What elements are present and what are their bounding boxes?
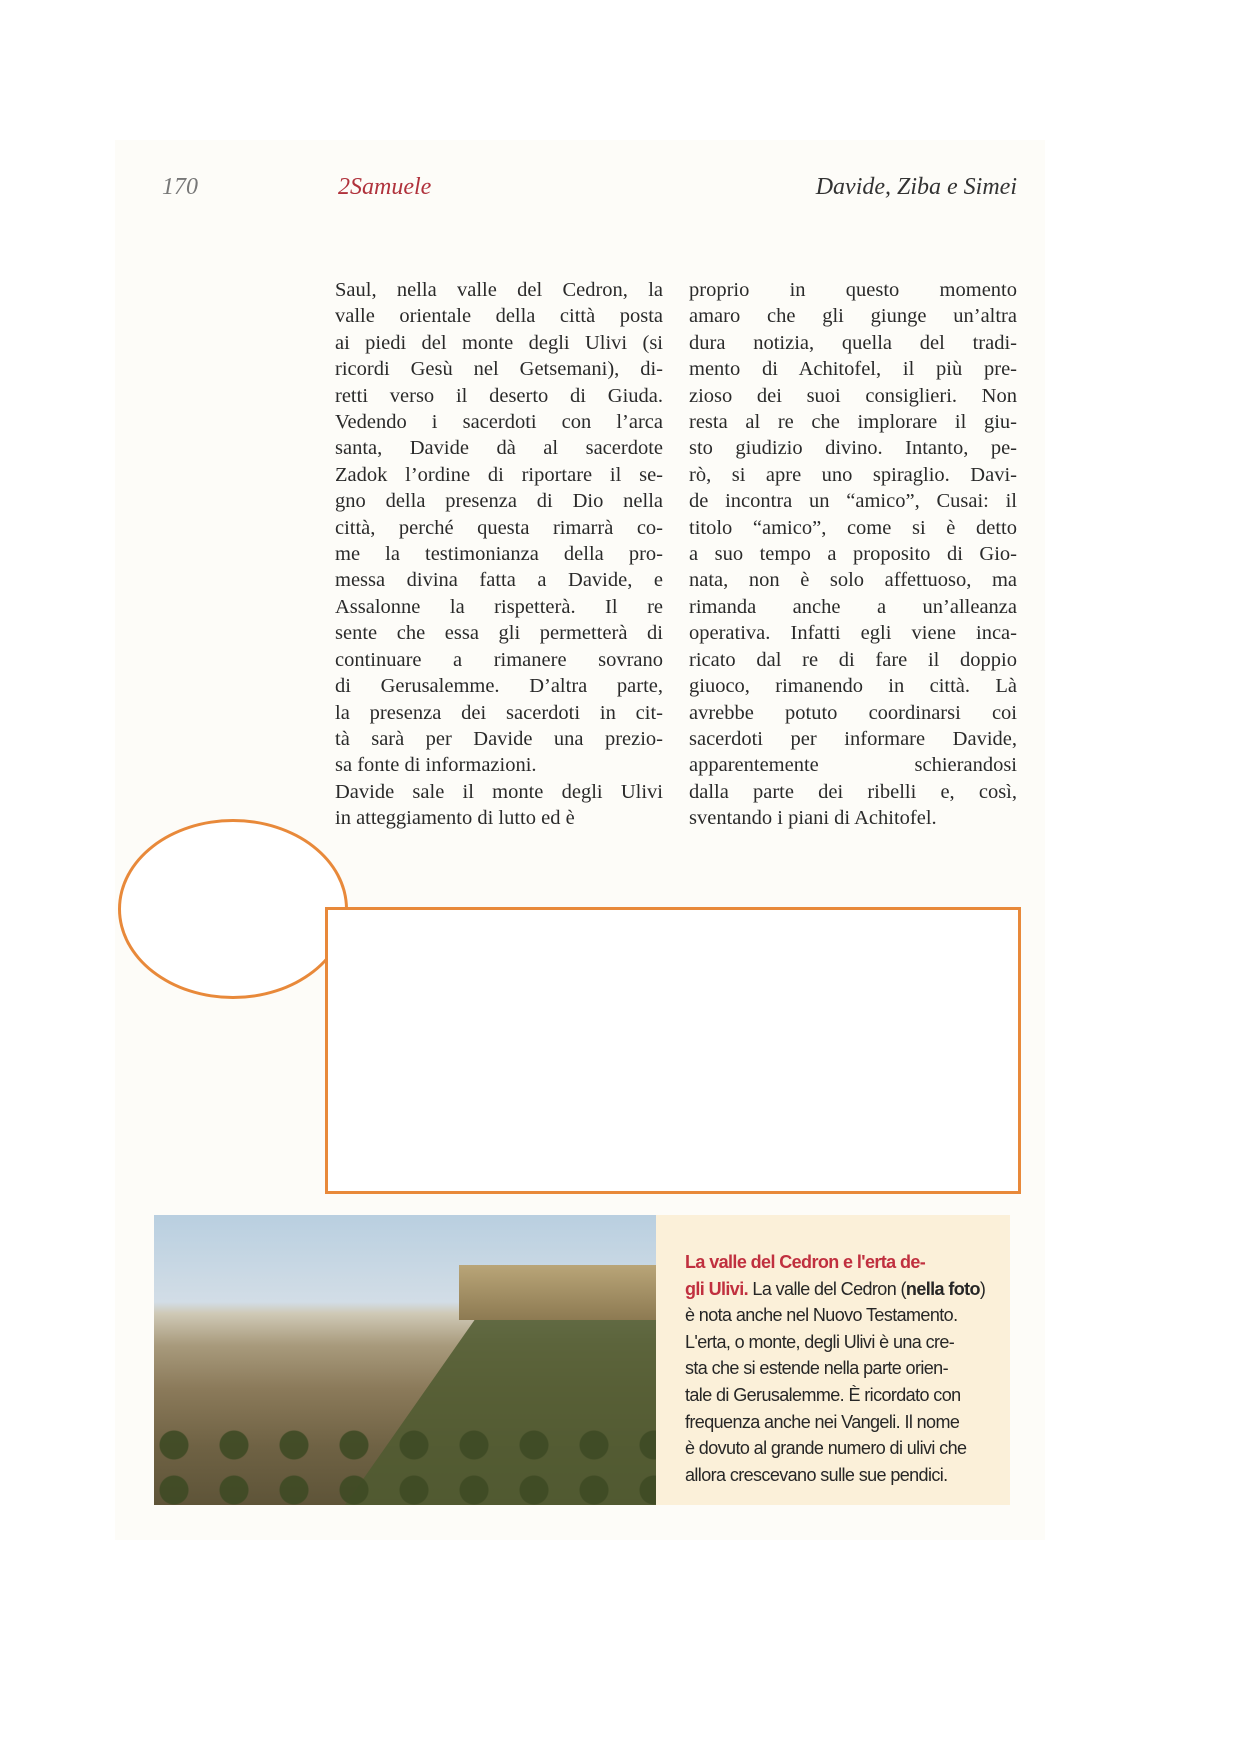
photo-caption (656, 1215, 1010, 1505)
text-line: santa, Davide dà al sacerdote (335, 437, 663, 460)
text-line: nata, non è solo affettuoso, ma (689, 569, 1017, 592)
text-line: gno della presenza di Dio nella (335, 490, 663, 513)
text-line: resta al re che implorare il giu- (689, 411, 1017, 434)
text-column-left (335, 277, 663, 832)
caption-line: tale di Gerusalemme. È ricordato con (685, 1384, 961, 1405)
text-line: rò, si apre uno spiraglio. Davi- (689, 463, 1017, 486)
caption-text: La valle del Cedron ( (748, 1278, 906, 1299)
photo-olive-trees (154, 1415, 656, 1505)
text-line: avrebbe potuto coordinarsi coi (689, 701, 1017, 724)
annotation-rectangle (325, 907, 1021, 1194)
text-line: ai piedi del monte degli Ulivi (si (335, 331, 663, 354)
caption-line: frequenza anche nei Vangeli. Il nome (685, 1411, 960, 1432)
photo-city-wall (459, 1265, 656, 1320)
text-line: Vedendo i sacerdoti con l’arca (335, 411, 663, 434)
text-line: tà sarà per Davide una prezio- (335, 727, 663, 750)
text-line: valle orientale della città posta (335, 305, 663, 328)
text-line: Zadok l’ordine di riportare il se- (335, 463, 663, 486)
text-line: messa divina fatta a Davide, e (335, 569, 663, 592)
text-line: sto giudizio divino. Intanto, pe- (689, 437, 1017, 460)
text-line: dalla parte dei ribelli e, così, (689, 780, 1017, 803)
caption-line: L'erta, o monte, degli Ulivi è una cre- (685, 1331, 955, 1352)
caption-text: ) (979, 1278, 986, 1299)
text-line: ricordi Gesù nel Getsemani), di- (335, 358, 663, 381)
caption-title-end: gli Ulivi. (685, 1278, 749, 1299)
text-line: zioso dei suoi consiglieri. Non (689, 384, 1017, 407)
text-line: me la testimonianza della pro- (335, 543, 663, 566)
text-line: Assalonne la rispetterà. Il re (335, 595, 663, 618)
caption-line: sta che si estende nella parte orien- (685, 1358, 948, 1379)
kidron-valley-photo (154, 1215, 656, 1505)
text-line: Davide sale il monte degli Ulivi (335, 780, 663, 803)
caption-line: allora crescevano sulle sue pendici. (685, 1464, 948, 1485)
text-line: titolo “amico”, come si è detto (689, 516, 1017, 539)
page-number: 170 (162, 174, 198, 200)
text-line: apparentemente schierandosi (689, 754, 1017, 777)
caption-line: è dovuto al grande numero di ulivi che (685, 1438, 967, 1459)
text-line: Saul, nella valle del Cedron, la (335, 279, 663, 301)
text-line: mento di Achitofel, il più pre- (689, 358, 1017, 381)
text-line: retti verso il deserto di Giuda. (335, 384, 663, 407)
text-line: la presenza dei sacerdoti in cit- (335, 701, 663, 724)
text-line: città, perché questa rimarrà co- (335, 516, 663, 539)
caption-title: La valle del Cedron e l'erta de- (685, 1252, 926, 1272)
text-line: proprio in questo momento (689, 279, 1017, 301)
text-line: in atteggiamento di lutto ed è (335, 807, 575, 830)
text-line: dura notizia, quella del tradi- (689, 331, 1017, 354)
text-line: ricato dal re di fare il doppio (689, 648, 1017, 671)
text-line: amaro che gli giunge un’altra (689, 305, 1017, 328)
text-line: continuare a rimanere sovrano (335, 648, 663, 671)
text-line: sacerdoti per informare Davide, (689, 727, 1017, 750)
chapter-title: Davide, Ziba e Simei (815, 174, 1017, 200)
book-title: 2Samuele (338, 174, 432, 200)
caption-bold: nella foto (905, 1278, 980, 1299)
text-line: de incontra un “amico”, Cusai: il (689, 490, 1017, 513)
text-line: a suo tempo a proposito di Gio- (689, 543, 1017, 566)
caption-line: è nota anche nel Nuovo Testamento. (685, 1305, 958, 1326)
text-column-right (689, 277, 1017, 832)
text-line: giuoco, rimanendo in città. Là (689, 675, 1017, 698)
text-line: sa fonte di informazioni. (335, 754, 537, 777)
text-line: sente che essa gli permetterà di (335, 622, 663, 645)
text-line: di Gerusalemme. D’altra parte, (335, 675, 663, 698)
annotation-ellipse (118, 819, 348, 999)
text-line: rimanda anche a un’alleanza (689, 595, 1017, 618)
text-line: operativa. Infatti egli viene inca- (689, 622, 1017, 645)
text-line: sventando i piani di Achitofel. (689, 807, 937, 830)
